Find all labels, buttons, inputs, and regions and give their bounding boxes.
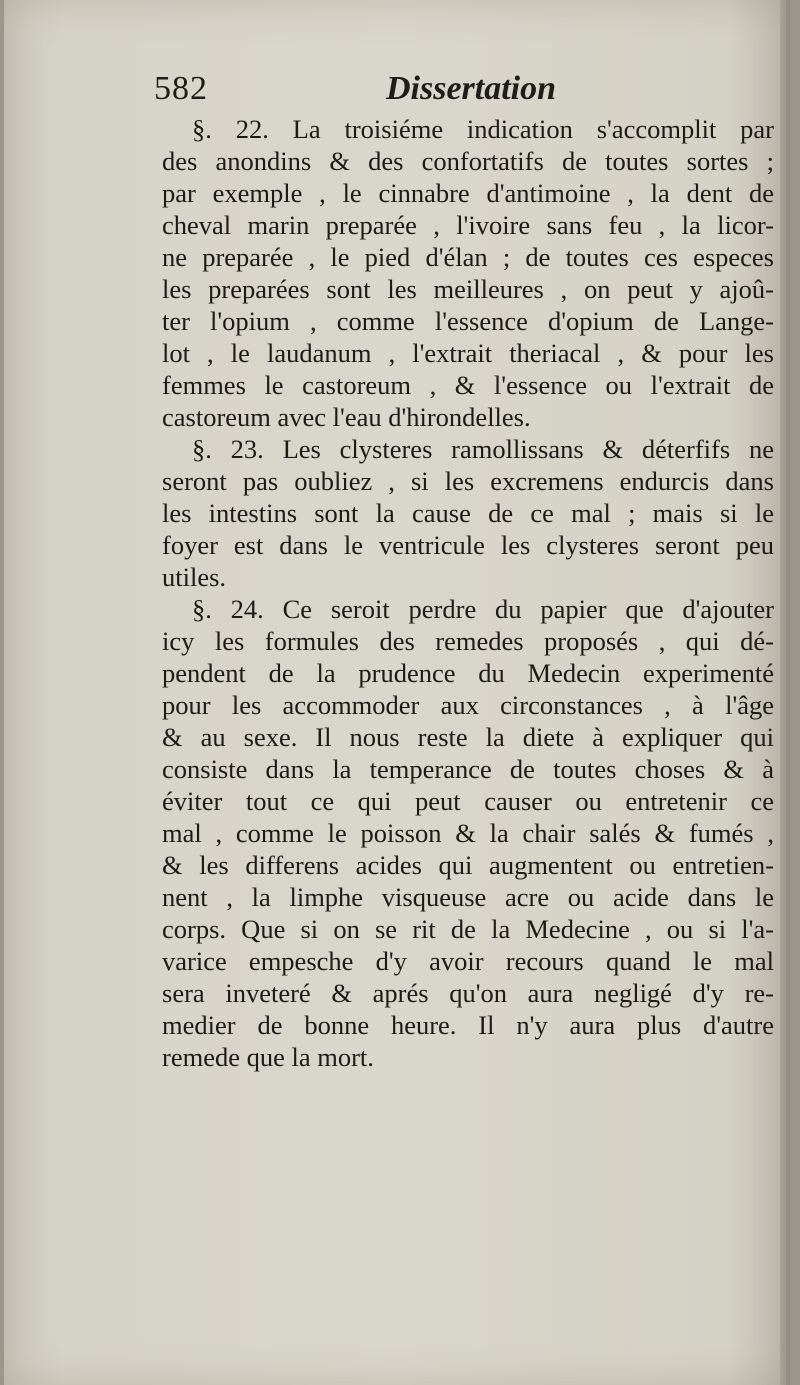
- text-line: mal , comme le poisson & la chair salés & fumés ,: [162, 818, 774, 848]
- text-line: §. 22. La troisiéme indication s'accomplit par: [192, 114, 774, 144]
- body-text: [162, 113, 774, 1073]
- text-line: varice empesche d'y avoir recours quand le mal: [162, 946, 774, 976]
- text-line: pour les accommoder aux circonstances , à l'âge: [162, 690, 774, 720]
- page-header: [154, 70, 624, 114]
- text-line: castoreum avec l'eau d'hirondelles.: [162, 402, 531, 432]
- text-line: consiste dans la temperance de toutes choses & à: [162, 754, 774, 784]
- text-line: medier de bonne heure. Il n'y aura plus d'autre: [162, 1010, 774, 1040]
- text-line: icy les formules des remedes proposés , qui dé-: [162, 626, 774, 656]
- text-line: ter l'opium , comme l'essence d'opium de Lange-: [162, 306, 774, 336]
- text-line: pendent de la prudence du Medecin experimenté: [162, 658, 774, 688]
- paragraph-23: [162, 433, 774, 593]
- text-line: par exemple , le cinnabre d'antimoine , la dent de: [162, 178, 774, 208]
- text-line: cheval marin preparée , l'ivoire sans feu , la licor-: [162, 210, 774, 240]
- text-line: corps. Que si on se rit de la Medecine , ou si l'a-: [162, 914, 774, 944]
- text-line: seront pas oubliez , si les excremens endurcis dans: [162, 466, 774, 496]
- text-line: remede que la mort.: [162, 1042, 374, 1072]
- text-line: utiles.: [162, 562, 227, 592]
- text-line: nent , la limphe visqueuse acre ou acide dans le: [162, 882, 774, 912]
- paragraph-24: [162, 593, 774, 1073]
- text-line: des anondins & des confortatifs de toutes sortes ;: [162, 146, 774, 176]
- text-line: lot , le laudanum , l'extrait theriacal , & pour les: [162, 338, 774, 368]
- text-line: les preparées sont les meilleures , on peut y ajoû-: [162, 274, 774, 304]
- page-number: 582: [154, 70, 208, 107]
- text-line: éviter tout ce qui peut causer ou entretenir ce: [162, 786, 774, 816]
- text-line: sera inveteré & aprés qu'on aura negligé d'y re-: [162, 978, 774, 1008]
- book-page: [4, 0, 790, 1385]
- text-line: §. 23. Les clysteres ramollissans & déterfifs ne: [192, 434, 774, 464]
- text-line: §. 24. Ce seroit perdre du papier que d'ajouter: [192, 594, 774, 624]
- text-line: femmes le castoreum , & l'essence ou l'extrait de: [162, 370, 774, 400]
- paragraph-22: [162, 113, 774, 433]
- page-edge: [780, 0, 790, 1385]
- text-line: & au sexe. Il nous reste la diete à expliquer qui: [162, 722, 774, 752]
- text-line: & les differens acides qui augmentent ou entretien-: [162, 850, 774, 880]
- text-line: ne preparée , le pied d'élan ; de toutes ces especes: [162, 242, 774, 272]
- text-line: foyer est dans le ventricule les clysteres seront peu: [162, 530, 774, 560]
- running-title: Dissertation: [386, 70, 557, 107]
- text-line: les intestins sont la cause de ce mal ; mais si le: [162, 498, 774, 528]
